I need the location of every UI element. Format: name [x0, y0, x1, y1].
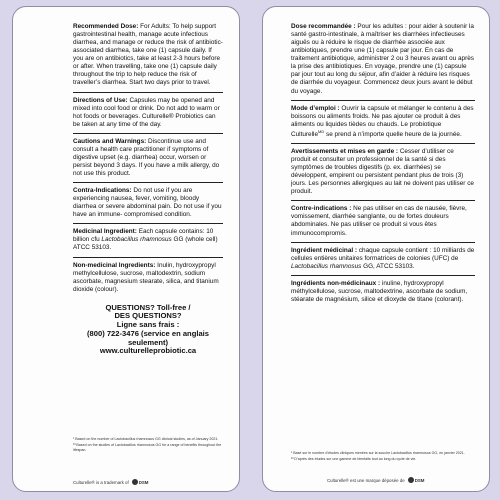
non-medicinal-ingredients-section [73, 262, 223, 294]
divider [291, 143, 475, 144]
section-title: Ingrédients non-médicinaux : [291, 279, 381, 287]
cautions-section [73, 138, 223, 178]
section-title: Contra-Indications: [73, 187, 132, 195]
section-text: GG (whole cell) ATCC 53103. [73, 236, 218, 252]
trademark-line [327, 477, 424, 483]
section-text: Discontinue use and consult a health care practitioner if symptoms of digestive upset (e.g. diarrhea) occur, worsen or persist beyond 3 days. If you have a milk allergy, do not use this product. [73, 137, 220, 177]
footnotes [291, 451, 475, 463]
section-title: Dose recommandée : [291, 23, 356, 30]
footnotes [73, 437, 223, 454]
section-title: Avertissements et mises en garde : [291, 147, 399, 155]
label-content-english [13, 23, 239, 356]
contact-line: DES QUESTIONS? [114, 311, 182, 321]
section-text: inuline, hydroxypropyl méthylcellulose, sucrose, maltodextrine, ascorbate de sodium, stéarate de magnésium, silice et dioxyde de titane (colorant). [291, 279, 468, 303]
dsm-logo-icon [408, 477, 414, 483]
directions-section [73, 97, 223, 129]
section-title: Recommended Dose: [73, 23, 139, 30]
section-title: Mode d’emploi : [291, 104, 340, 112]
dose-recommandee-section [291, 23, 475, 96]
dsm-logo [408, 477, 425, 483]
trademark-text: Culturelle® is a trademark of [73, 479, 129, 485]
species-name: Lactobacillus rhamnosus [101, 236, 172, 244]
label-panel-french [262, 6, 490, 492]
section-text: Ouvrir la capsule et mélanger le contenu à des boissons ou aliments froids. Ne pas ajouter ce produit à des aliments ou liquides tièdes ou chauds. Le probiotique Culturelle [291, 104, 474, 138]
medicinal-ingredient-section [73, 228, 223, 252]
contact-line: QUESTIONS? Toll-free / [105, 302, 191, 312]
contra-indications-section [73, 187, 223, 219]
dsm-logo-text: DSM [138, 479, 149, 485]
divider [291, 100, 475, 101]
label-content-french [263, 23, 489, 308]
section-text: GG, ATCC 53103. [361, 262, 415, 270]
contact-line: Ligne sans frais : [116, 320, 180, 330]
section-text: Do not use if you are experiencing nausea, fever, vomiting, bloody diarrhea or severe abdominal pain. Do not use if you have an immune- compromised condition. [73, 187, 222, 219]
mode-emploi-section [291, 105, 475, 139]
divider [73, 92, 223, 93]
footnote: ²³ D’après des études sur une gamme de bienfaits tout au long du cycle de vie. [291, 457, 417, 462]
trademark-text: Culturelle® est une marque déposée de [327, 477, 405, 483]
section-title: Ingrédient médicinal : [291, 246, 358, 254]
section-title: Directions of Use: [73, 96, 128, 104]
dsm-logo [132, 479, 149, 485]
section-text: Ne pas utiliser en cas de nausée, fièvre, vomissement, diarrhée sanglante, ou de fortes douleurs abdominales. Ne pas utiliser ce produit si vous êtes immunocompromis. [291, 205, 467, 237]
footnote: ¹ Basé sur le nombre d’études cliniques menées sur la souche Lactobacillus rhamnosus GG, en janvier 2021. [291, 451, 465, 455]
section-title: Medicinal Ingredient: [73, 228, 137, 236]
section-text: Cesser d’utiliser ce produit et consulter un professionnel de la santé si des symptômes de troubles digestifs (p. ex. diarrhées) se développent, empirent ou persistent pendant plus de trois (3) jours. Les personnes allergiques au lait ne doivent pas utiliser ce produit. [291, 147, 474, 196]
recommended-dose-section [73, 23, 223, 88]
footnote: ²³ Based on the studies of Lactobacillus rhamnosus GG for a range of benefits throughout the lifespan. [73, 443, 222, 452]
section-title: Contre-indications : [291, 205, 352, 213]
section-text: chaque capsule contient : 10 milliards de cellules entières unitaires formatrices de colonies (UFC) de [291, 246, 475, 262]
trademark-superscript: MD [318, 128, 325, 134]
dsm-logo-icon [132, 479, 138, 485]
section-text: Capsules may be opened and mixed into cool food or drink. Do not add to warm or hot foods or beverages. Culturelle® Probiotics can be taken at any time of the day. [73, 96, 220, 128]
section-text: Pour les adultes : pour aider à soutenir la santé gastro-intestinale, à maîtriser les diarrhées infectieuses aiguës ou à réduire le risque de diarrhée associée aux antibiotiques, prendre une (1) capsule par jour. En cas de traitement antibiotique, administrer 2 ou 3 heures avant ou après la prise des antibiotiques. En voyage, prendre une (1) capsule par jour tout au long du séjour, afin d’aider à réduire les risques de diarrhée du voyageur. Commencez deux jours avant le début du voyage. [291, 23, 474, 95]
contact-line: seulement) [127, 337, 169, 347]
divider [291, 200, 475, 201]
phone-number: (800) 722-3476 (service en anglais [87, 328, 209, 338]
dsm-logo-text: DSM [414, 477, 425, 483]
section-title: Non-medicinal Ingredients: [73, 261, 156, 269]
section-title: Cautions and Warnings: [73, 137, 147, 145]
divider [73, 257, 223, 258]
avertissements-section [291, 148, 475, 196]
ingredients-non-medicinaux-section [291, 280, 475, 304]
divider [73, 223, 223, 224]
contre-indications-section [291, 205, 475, 237]
contact-block [73, 304, 223, 356]
divider [291, 275, 475, 276]
section-text: Each capsule contains: 10 billion cfu [73, 228, 214, 244]
label-panel-english [12, 6, 240, 492]
website-url: www.culturelleprobiotic.ca [99, 346, 197, 356]
species-name: Lactobacillus rhamnosus [291, 262, 362, 270]
divider [291, 242, 475, 243]
ingredient-medicinal-section [291, 247, 475, 271]
section-text: Inulin, hydroxypropyl methylcellulose, sucrose, maltodextrin, sodium ascorbate, magnesium stearate, silica, and titanium dioxide (colour). [73, 261, 219, 293]
trademark-line [73, 479, 148, 485]
section-text: For Adults: To help support gastrointestinal health, manage acute infectious diarrhea, and manage or reduce the risk of antibiotic-associated diarrhea, take one (1) capsule daily. If you are on antibiotics, take at least 2-3 hours before or after. When travelling, take one (1) capsule daily throughout the trip to help reduce the risk of traveller’s diarrhea. Start two days prior to travel. [73, 23, 223, 87]
divider [73, 182, 223, 183]
section-text: se prend à n’importe quelle heure de la journée. [324, 130, 462, 138]
divider [73, 133, 223, 134]
footnote: ¹ Based on the number of Lactobacillus rhamnosus GG clinical studies, as of January 2021. [73, 437, 219, 441]
